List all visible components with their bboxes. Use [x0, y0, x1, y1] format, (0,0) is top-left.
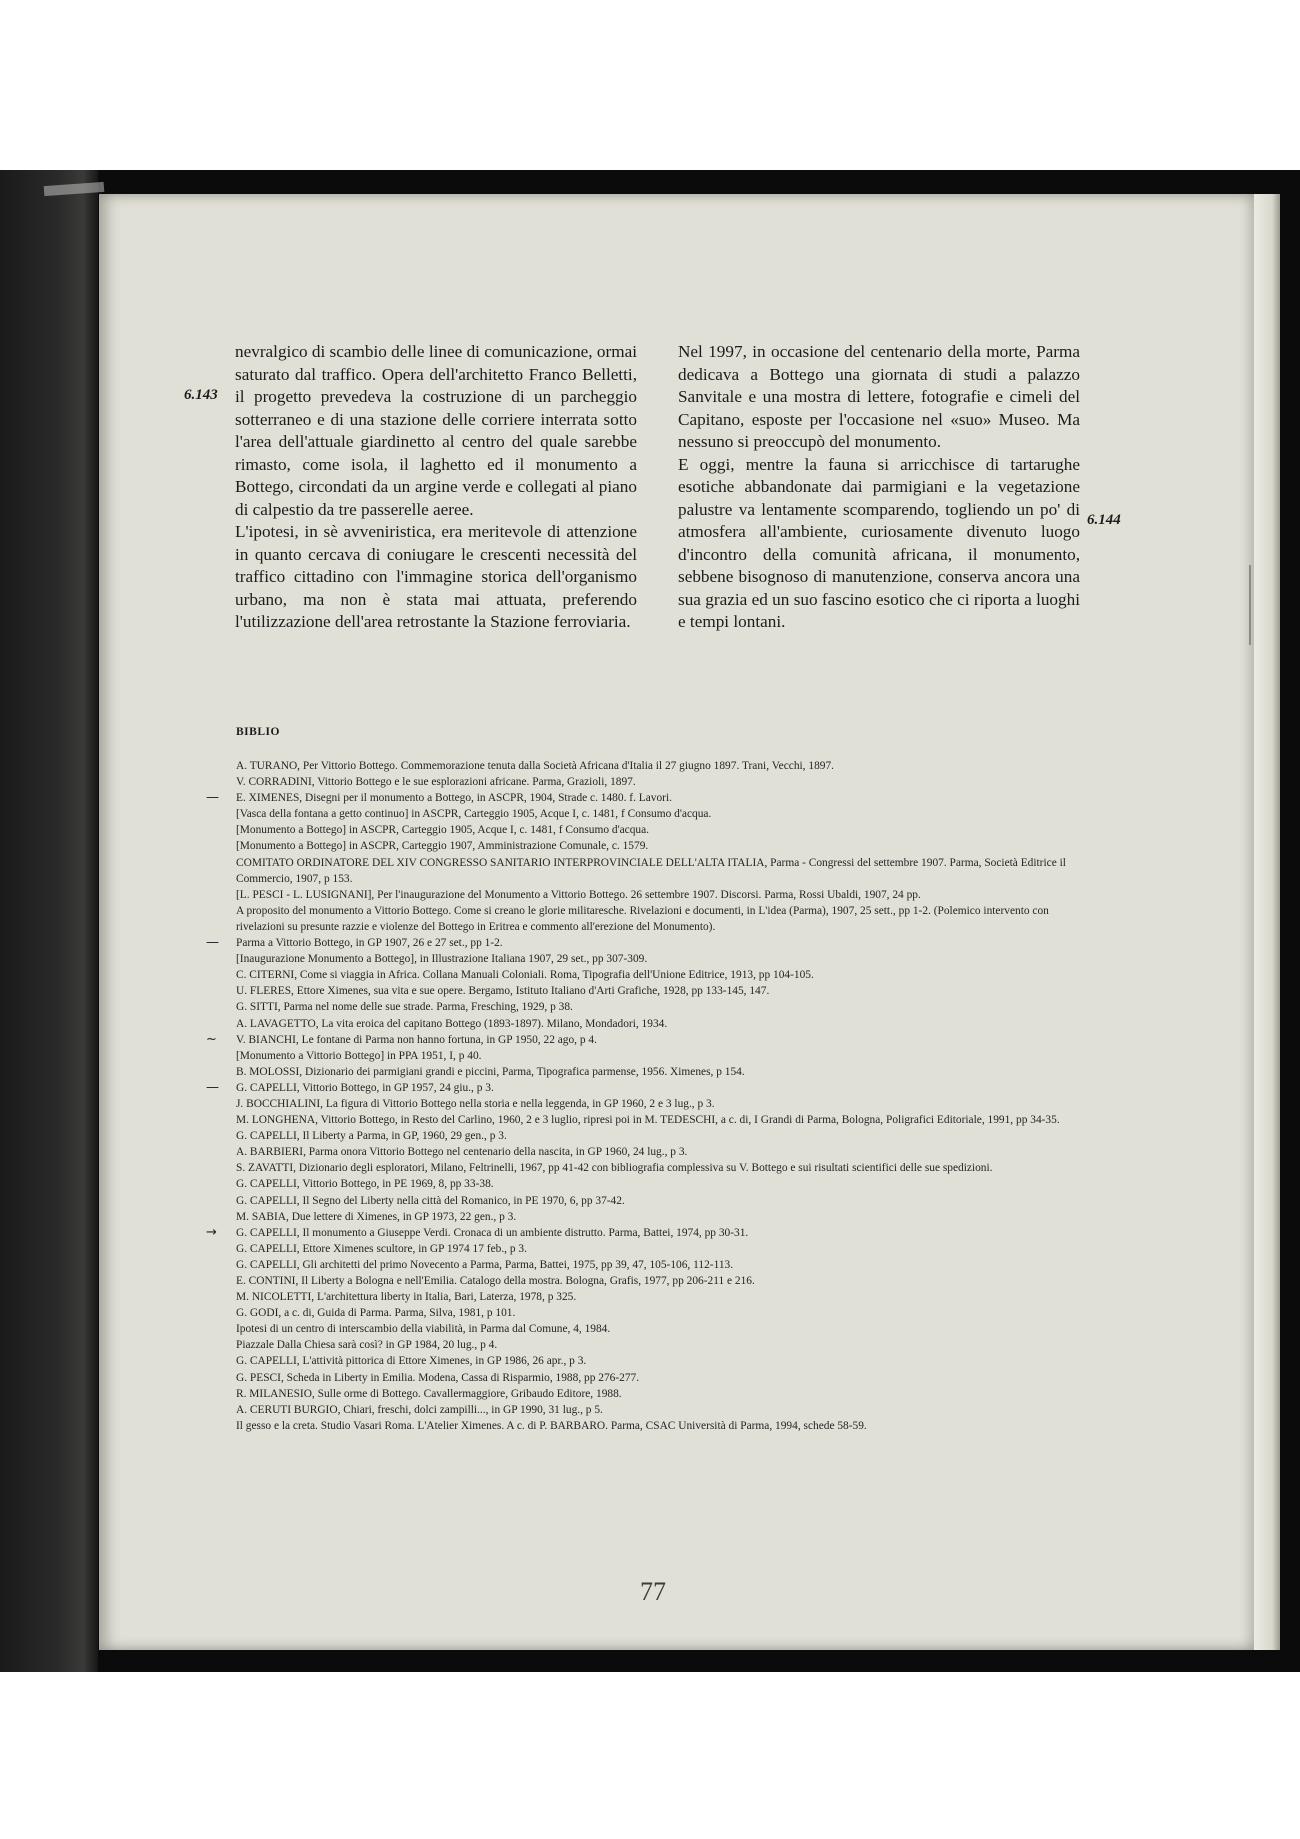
margin-figure-ref-right: 6.144 — [1087, 512, 1121, 528]
biblio-entry-text: G. CAPELLI, Ettore Ximenes scultore, in GP 1974 17 feb., p 3. — [236, 1242, 527, 1255]
biblio-entry — [236, 1321, 1088, 1337]
paragraph: nevralgico di scambio delle linee di comunicazione, ormai saturato dal traffico. Opera dell'architetto Franco Belletti, il progetto prevedeva la costruzione di un parcheggio sotterraneo e di una stazione delle corriere interrata sotto l'area dell'attuale giardinetto al centro del quale sarebbe rimasto, come isola, il laghetto ed il monumento a Bottego, circondati da un argine verde e collegati al piano di calpestio da tre passerelle aeree. — [235, 342, 637, 519]
biblio-entry — [236, 1353, 1088, 1369]
biblio-entry — [236, 1209, 1088, 1225]
biblio-entry — [206, 1224, 1088, 1241]
biblio-entry — [236, 1402, 1088, 1418]
biblio-entry-text: M. LONGHENA, Vittorio Bottego, in Resto del Carlino, 1960, 2 e 3 luglio, ripresi poi in M. TEDESCHI, a c. di, I Grandi di Parma, Bologna, Poligrafici Editoriale, 1991, pp 34-35. — [236, 1114, 1060, 1127]
biblio-entry-text: M. SABIA, Due lettere di Ximenes, in GP 1973, 22 gen., p 3. — [236, 1210, 517, 1223]
biblio-entry-text: E. CONTINI, Il Liberty a Bologna e nell'Emilia. Catalogo della mostra. Bologna, Grafis, 1977, pp 206-211 e 216. — [236, 1275, 755, 1287]
biblio-entry-text: B. MOLOSSI, Dizionario dei parmigiani grandi e piccini, Parma, Tipografica parmense, 1956. Ximenes, p 154. — [236, 1065, 745, 1078]
handwritten-arrow-mark: — — [206, 935, 219, 951]
text-column-right — [678, 341, 1080, 634]
biblio-entry — [236, 774, 1088, 790]
biblio-entry — [236, 1144, 1088, 1160]
handwritten-arrow-mark: — — [206, 790, 219, 806]
biblio-entry — [236, 1273, 1088, 1289]
biblio-entry-text: Il gesso e la creta. Studio Vasari Roma. L'Atelier Ximenes. A c. di P. BARBARO. Parma, CSAC Università di Parma, 1994, schede 58-59. — [236, 1419, 867, 1432]
biblio-entry-text: E. XIMENES, Disegni per il monumento a Bottego, in ASCPR, 1904, Strade c. 1480. f. Lavori. — [236, 792, 672, 805]
biblio-entry — [236, 1193, 1088, 1209]
biblio-entry — [206, 935, 1088, 951]
biblio-entry — [236, 967, 1088, 983]
biblio-entry-text: G. CAPELLI, Gli architetti del primo Novecento a Parma, Parma, Battei, 1975, pp 39, 47, 105-106, 112-113. — [236, 1258, 734, 1271]
biblio-entry-text: G. CAPELLI, Il Liberty a Parma, in GP, 1960, 29 gen., p 3. — [236, 1130, 507, 1143]
biblio-entry — [236, 838, 1088, 854]
biblio-entry-text: J. BOCCHIALINI, La figura di Vittorio Bottego nella storia e nella leggenda, in GP 1960, 2 e 3 lug., p 3. — [236, 1097, 715, 1110]
biblio-entry — [236, 1337, 1088, 1353]
biblio-entry — [236, 1257, 1088, 1273]
biblio-entry-text: [Monumento a Vittorio Bottego] in PPA 1951, I, p 40. — [236, 1049, 482, 1062]
margin-figure-ref-left: 6.143 — [184, 387, 218, 403]
biblio-entry-text: A. BARBIERI, Parma onora Vittorio Bottego nel centenario della nascita, in GP 1960, 24 lug., p 3. — [236, 1146, 688, 1159]
page-edge-strip — [1254, 194, 1280, 1650]
biblio-entry — [236, 758, 1088, 774]
biblio-entry-text: G. CAPELLI, Il monumento a Giuseppe Verdi. Cronaca di un ambiente distrutto. Parma, Battei, 1974, pp 30-31. — [236, 1226, 749, 1239]
biblio-entry-text: G. CAPELLI, L'attività pittorica di Ettore Ximenes, in GP 1986, 26 apr., p 3. — [236, 1355, 587, 1368]
biblio-entry-text: C. CITERNI, Come si viaggia in Africa. Collana Manuali Coloniali. Roma, Tipografia dell'Unione Editrice, 1913, pp 104-105. — [236, 969, 814, 982]
biblio-entry — [236, 1128, 1088, 1144]
biblio-entry-text: G. GODI, a c. di, Guida di Parma. Parma, Silva, 1981, p 101. — [236, 1307, 516, 1320]
biblio-entry-text: V. CORRADINI, Vittorio Bottego e le sue esplorazioni africane. Parma, Grazioli, 1897. — [236, 776, 636, 789]
margin-pencil-mark — [1249, 565, 1251, 645]
biblio-entry — [236, 1016, 1088, 1032]
biblio-entry — [236, 1096, 1088, 1112]
biblio-entry — [236, 951, 1088, 967]
biblio-entry-text: U. FLERES, Ettore Ximenes, sua vita e sue opere. Bergamo, Istituto Italiano d'Arti Grafiche, 1928, pp 133-145, 147. — [236, 985, 770, 998]
text-column-left — [235, 341, 637, 634]
biblio-entry — [236, 822, 1088, 838]
biblio-entry-text: COMITATO ORDINATORE DEL XIV CONGRESSO SANITARIO INTERPROVINCIALE DELL'ALTA ITALIA, Parma - Congressi del settembre 1907. Parma, Società Editrice il Commercio, 1907, p 153. — [236, 856, 1066, 885]
biblio-entry-text: [L. PESCI - L. LUSIGNANI], Per l'inaugurazione del Monumento a Vittorio Bottego. 26 settembre 1907. Discorsi. Parma, Rossi Ubaldi, 1907, 24 pp. — [236, 888, 921, 901]
biblio-entry — [236, 887, 1088, 903]
biblio-entry — [236, 1048, 1088, 1064]
biblio-entry-text: G. SITTI, Parma nel nome delle sue strade. Parma, Fresching, 1929, p 38. — [236, 1001, 573, 1014]
biblio-entry-text: A. TURANO, Per Vittorio Bottego. Commemorazione tenuta dalla Società Africana d'Italia il 27 giugno 1897. Trani, Vecchi, 1897. — [236, 760, 835, 772]
biblio-entry — [236, 1112, 1088, 1128]
biblio-entry-text: V. BIANCHI, Le fontane di Parma non hanno fortuna, in GP 1950, 22 ago, p 4. — [236, 1033, 597, 1046]
paragraph: L'ipotesi, in sè avveniristica, era meritevole di attenzione in quanto cercava di coniugare le crescenti necessità del traffico cittadino con l'immagine storica dell'organismo urbano, ma non è stata mai attuata, preferendo l'utilizzazione dell'area retrostante la Stazione ferroviaria. — [235, 522, 637, 631]
biblio-entry — [236, 1305, 1088, 1321]
biblio-entry-text: Parma a Vittorio Bottego, in GP 1907, 26 e 27 set., pp 1-2. — [236, 937, 503, 950]
biblio-entry-text: G. CAPELLI, Vittorio Bottego, in PE 1969, 8, pp 33-38. — [236, 1178, 494, 1191]
biblio-entry-text: A. CERUTI BURGIO, Chiari, freschi, dolci zampilli..., in GP 1990, 31 lug., p 5. — [236, 1403, 603, 1416]
biblio-entry — [236, 855, 1088, 887]
biblio-entry-text: Ipotesi di un centro di interscambio della viabilità, in Parma dal Comune, 4, 1984. — [236, 1323, 611, 1336]
biblio-entry — [236, 1160, 1088, 1176]
biblio-entry-text: A proposito del monumento a Vittorio Bottego. Come si creano le glorie militaresche. Rivelazioni e documenti, in L'idea (Parma), 1907, 25 sett., pp 1-2. (Polemico intervento con rivelazioni su presunte razzie e violenze del Bottego in Eritrea e commento all'erezione del Monumento). — [236, 904, 1049, 933]
biblio-entry — [236, 983, 1088, 999]
biblio-entry-text: A. LAVAGETTO, La vita eroica del capitano Bottego (1893-1897). Milano, Mondadori, 1934. — [236, 1017, 668, 1030]
biblio-entry — [236, 806, 1088, 822]
paragraph: Nel 1997, in occasione del centenario della morte, Parma dedicava a Bottego una giornata di studi a palazzo Sanvitale e una mostra di lettere, fotografie e cimeli del Capitano, esposte per l'occasione nel «suo» Museo. Ma nessuno si preoccupò del monumento. — [678, 342, 1080, 451]
biblio-entry-text: G. PESCI, Scheda in Liberty in Emilia. Modena, Cassa di Risparmio, 1988, pp 276-277. — [236, 1371, 640, 1384]
biblio-entry-text: [Monumento a Bottego] in ASCPR, Carteggio 1907, Amministrazione Comunale, c. 1579. — [236, 840, 649, 853]
biblio-entry-text: S. ZAVATTI, Dizionario degli esploratori, Milano, Feltrinelli, 1967, pp 41-42 con bibliografia complessiva su V. Bottego e sui risultati scientifici delle sue spedizioni. — [236, 1162, 993, 1175]
biblio-entry — [236, 1418, 1088, 1434]
biblio-heading: BIBLIO — [236, 726, 280, 738]
bibliography-list — [206, 758, 1088, 1434]
book-spine-edge — [0, 170, 98, 1672]
biblio-entry — [236, 1064, 1088, 1080]
biblio-entry-text: [Inaugurazione Monumento a Bottego], in Illustrazione Italiana 1907, 29 set., pp 307-309. — [236, 953, 648, 966]
biblio-entry — [206, 1031, 1088, 1048]
handwritten-arrow-mark: — — [206, 1079, 219, 1095]
page-number: 77 — [640, 1577, 666, 1606]
biblio-entry — [236, 1241, 1088, 1257]
biblio-entry-text: G. CAPELLI, Il Segno del Liberty nella città del Romanico, in PE 1970, 6, pp 37-42. — [236, 1194, 625, 1207]
biblio-entry — [236, 1176, 1088, 1192]
biblio-entry — [236, 903, 1088, 935]
paragraph: E oggi, mentre la fauna si arricchisce di tartarughe esotiche abbandonate dai parmigiani e la vegetazione palustre va lentamente scomparendo, togliendo un po' di atmosfera all'ambiente, curiosamente divenuto luogo d'incontro della comunità africana, il monumento, sebbene bisognoso di manutenzione, conserva ancora una sua grazia ed un suo fascino esotico che ci riporta a luoghi e tempi lontani. — [678, 454, 1080, 631]
handwritten-arrow-mark: ~ — [206, 1031, 217, 1047]
biblio-entry-text: G. CAPELLI, Vittorio Bottego, in GP 1957, 24 giu., p 3. — [236, 1081, 494, 1094]
biblio-entry — [236, 1386, 1088, 1402]
biblio-entry — [206, 790, 1088, 806]
biblio-entry — [206, 1079, 1088, 1096]
biblio-entry-text: [Vasca della fontana a getto continuo] in ASCPR, Carteggio 1905, Acque I, c. 1481, f Consumo d'acqua. — [236, 808, 712, 821]
biblio-entry-text: R. MILANESIO, Sulle orme di Bottego. Cavallermaggiore, Gribaudo Editore, 1988. — [236, 1387, 622, 1400]
biblio-entry-text: M. NICOLETTI, L'architettura liberty in Italia, Bari, Laterza, 1978, p 325. — [236, 1291, 577, 1304]
biblio-entry — [236, 1289, 1088, 1305]
biblio-entry — [236, 999, 1088, 1015]
biblio-entry-text: Piazzale Dalla Chiesa sarà così? in GP 1984, 20 lug., p 4. — [236, 1339, 498, 1352]
handwritten-arrow-mark: → — [206, 1224, 217, 1240]
biblio-entry — [236, 1370, 1088, 1386]
biblio-entry-text: [Monumento a Bottego] in ASCPR, Carteggio 1905, Acque I, c. 1481, f Consumo d'acqua. — [236, 824, 650, 837]
